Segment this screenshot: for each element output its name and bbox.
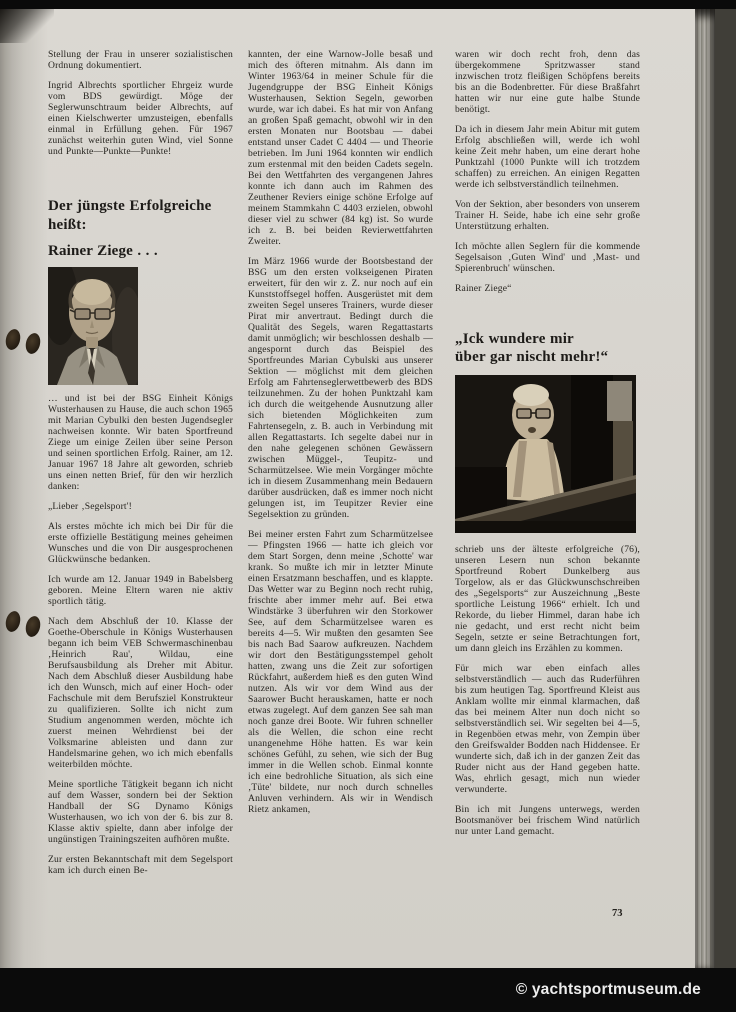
column3-paragraphs <box>455 49 640 274</box>
paragraph: Meine sportliche Tätigkeit begann ich nicht auf dem Wasser, sondern bei der Sektion Handball der SG Dynamo Königs Wusterhausen, wo ich von der 6. bis zur 8. Klasse aktiv spielte, dann aber infolge der ungünstigen Trainingszeiten aufhören mußte. <box>48 779 233 845</box>
paragraph: Bei meiner ersten Fahrt zum Scharmützelsee — Pfingsten 1966 — hatte ich gleich vor dem Start Sorgen, denn meine ‚Schotte' war krank. So mußte ich mir in letzter Minute einen Ersatzmann beschaffen, und es klappte. Das Wetter war zu Beginn noch recht ruhig, frischte aber immer mehr auf. Bei etwa Windstärke 3 überfuhren wir den Storkower See, auf dem Scharmützelsee waren es bereits 4—5. Wir mußten den gesamten See bis nach Bad Saarow aufkreuzen. Nachdem wir dort den Bestätigungsstempel geholt hatten, zwang uns die Zeit zur sofortigen Rückfahrt, außerdem hieß es den guten Wind nutzen. Als wir vor dem Wind aus der Saarower Bucht herauskamen, hatte er noch etwas zugelegt. Auf dem ganzen See sah man noch ganze drei Boote. Wir fuhren schneller als die Wellen, die schon eine recht unangenehme Höhe hatten. Es war kein schönes Gefühl, zu sehen, wie sich der Bug immer in die Wellen schob. Einmal konnte ich eine bedrohliche Situation, als sich eine ‚Tüte' bildete, nur noch durch schnelles Anluven verhindern. Als wir in Wendisch Rietz ankamen, <box>248 529 433 815</box>
paragraph: „Lieber ‚Segelsport'! <box>48 501 132 512</box>
paragraph: Zur ersten Bekanntschaft mit dem Segelsport kam ich durch einen Be- <box>48 854 233 876</box>
scanner-bottom-bar <box>0 968 736 1012</box>
column2-paragraphs <box>248 49 433 815</box>
page-corner-shadow <box>0 9 54 43</box>
paragraph: Nach dem Abschluß der 10. Klasse der Goethe-Oberschule in Königs Wusterhausen begann ich beim VEB Schwermaschinenbau ‚Heinrich Rau', Wildau, eine Berufsausbildung als Dreher mit Abitur. Nach dem Abschluß dieser Ausbildung habe ich den Wunsch, mich auf einer Hoch- oder Fachschule mit dem Berufsziel Konstrukteur zu qualifizieren. Sollte ich nicht zum Studium angenommen werden, möchte ich zuerst meinen Wehrdienst bei der Volksmarine ableisten und dann zur Handelsmarine gehen, wo ich mich ebenfalls weiterbilden möchte. <box>48 616 233 770</box>
paragraph: schrieb uns der älteste erfolgreiche (76), unseren Lesern nun schon bekannte Sportfreund Robert Dunkelberg aus Torgelow, als er das Glückwunschschreiben des „Segelsports“ zur Auszeichnung „Beste sportliche Leistung 1966“ erhielt. Ich und Rekorde, du lieber Himmel, daran habe ich nie gedacht, und erst recht nicht beim Segeln, setzte er seine Betrachtungen fort, um dann gleich ins Erzählen zu kommen. <box>455 544 640 654</box>
rainer-ziege-portrait-photo <box>48 267 233 385</box>
page-number: 73 <box>612 908 623 919</box>
lead-paragraphs <box>48 49 233 157</box>
column1-paragraphs <box>48 393 233 876</box>
paragraph: Bin ich mit Jungens unterwegs, werden Bootsmanöver bei frischem Wind natürlich nur unter Land gemacht. <box>455 804 640 837</box>
article1-subheading: Rainer Ziege . . . <box>48 243 158 259</box>
article1-heading: Der jüngste Erfolgreiche heißt: <box>48 198 212 233</box>
paragraph: waren wir doch recht froh, denn das übergekommene Spritzwasser stand inzwischen trotz fleißigen Schöpfens bereits bis an die Bodenbretter. Für diese Braßfahrt hatten wir nur eine gute halbe Stunde benötigt. <box>455 49 640 115</box>
scan-background <box>715 9 736 968</box>
paragraph: kannten, der eine Warnow-Jolle besaß und mich des öfteren mitnahm. Als dann im Winter 1963/64 in meiner Schule für die Jugendgruppe der BSG Einheit Königs Wusterhausen, Sektion Segeln, geworben wurde, war ich dabei. Es hat mir von Anfang an großen Spaß gemacht, obwohl wir in den ersten Monaten nur Bootsbau — dabei entstand unser Cadet C 4404 — und Theorie betrieben. Im Juni 1964 konnten wir endlich zum erstenmal mit den beiden Cadets segeln. Bei den Wettfahrten des vergangenen Jahres konnte ich dann auch im Rahmen des Zeuthener Reviers einige schöne Erfolge auf meinem Stammkahn C 4403 erzielen, obwohl dieser viel zu schwer (84 kg) ist. So wurde ich z. B. bei beiden Revierwettfahrten Zweiter. <box>248 49 433 247</box>
paragraph: Ich möchte allen Seglern für die kommende Segelsaison ‚Guten Wind' und ‚Mast- und Spierenbruch' wünschen. <box>455 241 640 274</box>
book-page-edges <box>695 9 715 968</box>
paragraph: Ingrid Albrechts sportlicher Ehrgeiz wurde vom BDS gewürdigt. Möge der Seglerwunschtraum beider Albrechts, auf einen Kielschwerter umzusteigen, ebenfalls einmal in Erfüllung gehen. Für 1967 zunächst weiterhin guten Wind, viel Sonne und Punkte—Punkte—Punkte! <box>48 80 233 157</box>
paper-sheet <box>0 9 695 968</box>
article2-heading-line2: über gar nischt mehr!“ <box>455 349 609 365</box>
paragraph: Stellung der Frau in unserer sozialistischen Ordnung dokumentiert. <box>48 49 233 71</box>
paragraph: … und ist bei der BSG Einheit Königs Wusterhausen zu Hause, die auch schon 1965 mit Marian Cybulki den besten Jugendsegler nachweisen konnte. Wir baten Sportfreund Ziege um einige Zeilen über seine Person und seinen sportlichen Erfolg. Rainer, am 12. Januar 1967 18 Jahre alt geworden, schrieb uns einen netten Brief, für den wir herzlich danken: <box>48 393 233 492</box>
column-2 <box>248 49 433 824</box>
watermark-text: © yachtsportmuseum.de <box>515 981 701 998</box>
paragraph: Ich wurde am 12. Januar 1949 in Babelsberg geboren. Meine Eltern waren nie aktiv sportlich tätig. <box>48 574 233 607</box>
letter-signature: Rainer Ziege“ <box>455 283 512 294</box>
robert-dunkelberg-boat-photo <box>455 375 640 533</box>
paragraph: Als erstes möchte ich mich bei Dir für die erste offizielle Bestätigung meines geheimen Wunsches und die von Dir ausgesprochenen Glückwünsche bedanken. <box>48 521 233 565</box>
paragraph: Von der Sektion, aber besonders von unserem Trainer H. Seide, habe ich eine sehr große Unterstützung erhalten. <box>455 199 640 232</box>
scanner-top-bar <box>0 0 736 9</box>
paragraph: Da ich in diesem Jahr mein Abitur mit gutem Erfolg abschließen will, werde ich wohl keine Zeit mehr haben, um eine derart hohe Punktzahl (1000 Punkte will ich trotzdem schaffen) zu erreichen. An einigen Regatten werde ich selbstverständlich teilnehmen. <box>455 124 640 190</box>
column-3 <box>455 49 640 846</box>
paragraph: Für mich war eben einfach alles selbstverständlich — auch das Ruderführen bis zum heutigen Tag. Sportfreund Kleist aus Anklam wollte mir einmal klarmachen, daß das bei meinem Alter nun doch nicht so selbstverständlich sei. Wir segelten bei 4—5, in Regenböen etwas mehr, von Zempin über den Greifswalder Bodden nach Hiddensee. Er wunderte sich, daß ich in der ganzen Zeit das Ruder nicht aus der Hand gegeben hatte. Was, ehrlich gesagt, mich nun wieder verwunderte. <box>455 663 640 795</box>
column-1 <box>48 49 233 885</box>
paragraph: Im März 1966 wurde der Bootsbestand der BSG um den ersten volkseigenen Piraten erweitert, für den wir z. Z. nur noch auf ein Kunststoffsegel hoffen. Ausgerüstet mit dem zweiten Segel unseres Trainers, wurde dieser Pirat mir anvertraut. Bedingt durch die Qualität des Segels, waren Regattastarts damit unmöglich; wir beschlossen deshalb — angespornt durch das Beispiel des Sportfreundes Marian Cybulski aus unserer Sektion — möglichst mit dem gleichen Erfolg am Fahrtenseglerwettbewerb des BDS teilzunehmen. Zu der hohen Punktzahl kam ich durch die weitgehende Ausnutzung aller sich bietenden Möglichkeiten zum Fahrtensegeln, z. B. auch in Verbindung mit allen Regattastarts. Ich segelte dabei nur in den nahe gelegenen schönen Gewässern zwischen Müggel-, Teupitz- und Scharmützelsee. Wie mein Vorgänger möchte ich in diesem Zusammenhang mein Bedauern darüber ausdrücken, daß es immer noch nicht gelungen ist, im Teupitzer Revier eine Segelsektion zu gründen. <box>248 256 433 520</box>
article2-heading <box>455 330 640 366</box>
article2-heading-line1: „Ick wundere mir <box>455 331 574 347</box>
article2-paragraphs <box>455 544 640 837</box>
binding-shadow <box>0 9 48 968</box>
